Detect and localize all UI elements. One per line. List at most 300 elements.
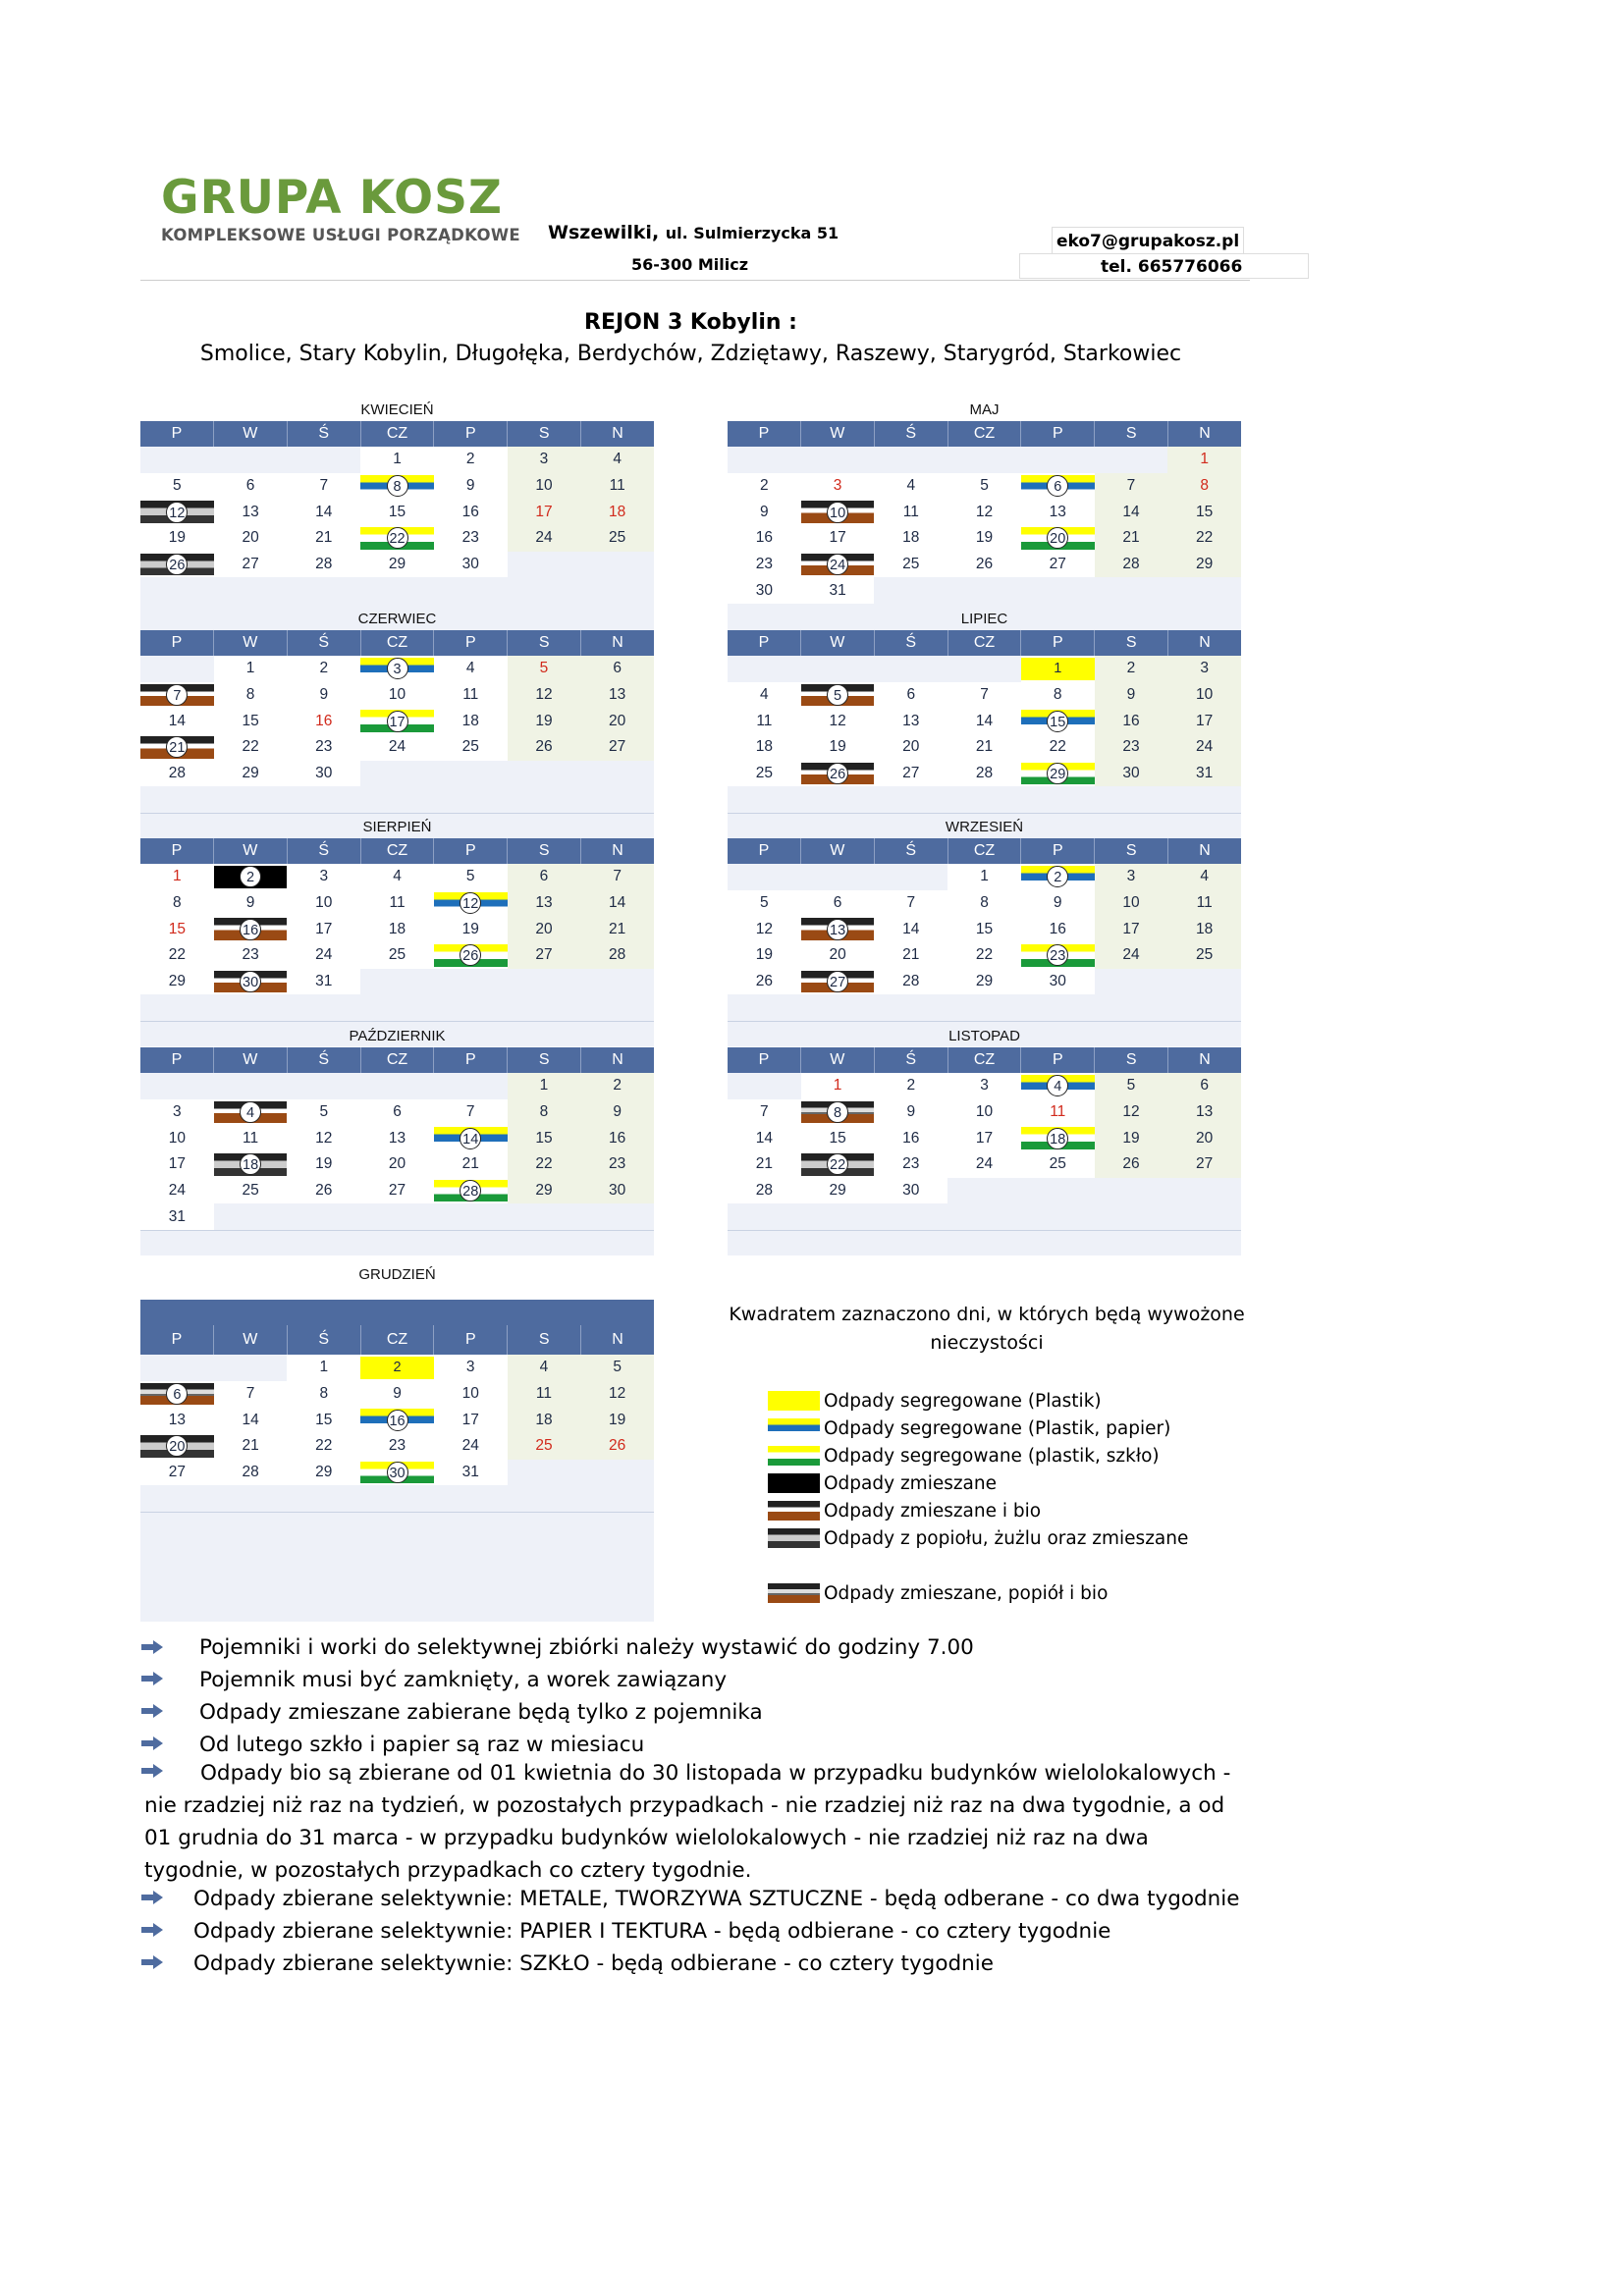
note-text: Odpady zmieszane zabierane będą tylko z pojemnika: [199, 1700, 763, 1725]
day-cell: [214, 656, 288, 682]
legend-note: Kwadratem zaznaczono dni, w których będą wywożone nieczystości: [729, 1304, 1245, 1354]
day-number: 19: [1122, 1129, 1140, 1147]
empty-day-cell: [1095, 969, 1168, 995]
empty-day-cell: [801, 864, 875, 890]
day-number: 13: [388, 1129, 406, 1147]
day-number: 27: [1049, 556, 1066, 573]
week-row: [728, 761, 1241, 787]
day-number: 3: [980, 1077, 989, 1095]
day-cell: [214, 708, 288, 734]
empty-day-cell: [947, 656, 1021, 682]
day-number: 2: [1047, 866, 1068, 887]
weekday-header: [728, 630, 1241, 656]
day-number: 11: [535, 1385, 552, 1403]
day-number: 22: [1049, 738, 1066, 756]
day-cell: [214, 473, 288, 500]
day-cell: [728, 682, 801, 709]
day-cell: [360, 1381, 434, 1408]
day-cell: [728, 499, 801, 525]
day-number: 26: [166, 554, 188, 575]
day-number: 31: [315, 973, 333, 990]
day-number: 9: [319, 686, 329, 704]
empty-day-cell: [1021, 447, 1095, 473]
company-logo: [161, 171, 520, 244]
day-number: 15: [315, 1411, 333, 1428]
day-cell: [434, 682, 508, 709]
day-cell: [434, 1125, 508, 1151]
empty-day-cell: [140, 1355, 214, 1381]
legend-item: [768, 1500, 1041, 1522]
day-cell: [360, 1355, 434, 1381]
day-number: 29: [975, 973, 994, 990]
day-number: 25: [1049, 1155, 1066, 1173]
week-row: [728, 994, 1241, 1021]
day-cell: [1095, 499, 1168, 525]
day-cell: [434, 1460, 508, 1486]
day-number: 4: [240, 1101, 261, 1123]
day-number: 13: [1196, 1103, 1214, 1121]
day-cell: [1167, 1099, 1241, 1126]
empty-day-cell: [360, 994, 434, 1021]
day-cell: [434, 1099, 508, 1126]
day-number: 25: [1196, 946, 1214, 964]
day-cell: [140, 1460, 214, 1486]
weekday-label: N: [612, 1331, 623, 1348]
week-row: [140, 1460, 654, 1486]
day-cell: [360, 1407, 434, 1433]
day-number: 4: [1047, 1075, 1068, 1096]
day-number: 1: [980, 868, 989, 885]
week-row: [728, 1099, 1241, 1126]
day-number: 17: [535, 503, 553, 520]
week-row: [728, 577, 1241, 604]
day-number: 26: [609, 1437, 626, 1455]
empty-day-cell: [728, 786, 801, 813]
week-row: [140, 786, 654, 813]
day-number: 18: [609, 503, 626, 520]
day-cell: [580, 1151, 654, 1178]
day-number: 7: [465, 1103, 475, 1121]
day-cell: [434, 552, 508, 578]
day-cell: [287, 1151, 360, 1178]
empty-day-cell: [1167, 994, 1241, 1021]
week-row: [728, 1203, 1241, 1230]
day-number: 26: [1122, 1155, 1140, 1173]
day-number: 21: [242, 1437, 259, 1455]
day-number: 3: [173, 1103, 182, 1121]
day-cell: [508, 499, 581, 525]
day-number: 26: [975, 556, 994, 573]
day-cell: [140, 525, 214, 552]
day-cell: [947, 708, 1021, 734]
day-cell: [360, 525, 434, 552]
contact-phone[interactable]: tel. 665776066: [1019, 253, 1309, 279]
empty-day-cell: [287, 447, 360, 473]
week-row: [728, 1125, 1241, 1151]
day-number: 19: [829, 738, 846, 756]
empty-day-cell: [287, 1485, 360, 1512]
day-number: 16: [461, 503, 479, 520]
day-cell: [1167, 1125, 1241, 1151]
month-name: MAJ: [969, 401, 1000, 418]
day-number: 6: [1047, 475, 1068, 497]
day-cell: [1021, 525, 1095, 552]
day-cell: [287, 1355, 360, 1381]
weekday-label: P: [140, 421, 214, 447]
day-number: 9: [1053, 894, 1062, 912]
legend-label: Odpady zmieszane: [824, 1472, 998, 1494]
day-cell: [214, 916, 288, 942]
weekday-label: Ś: [288, 421, 361, 447]
empty-day-cell: [360, 577, 434, 604]
day-number: 8: [1053, 686, 1062, 704]
day-number: 5: [465, 868, 475, 885]
weekday-label: CZ: [948, 630, 1022, 656]
day-cell: [874, 1178, 947, 1204]
day-cell: [947, 969, 1021, 995]
day-number: 22: [168, 946, 186, 964]
day-number: 3: [465, 1359, 475, 1376]
week-row: [140, 1073, 654, 1099]
day-cell: [214, 734, 288, 761]
day-cell: [947, 734, 1021, 761]
month-calendar: [140, 1262, 654, 1622]
week-row: [140, 682, 654, 709]
day-cell: [580, 1407, 654, 1433]
weekday-label: N: [612, 842, 623, 859]
day-cell: [214, 864, 288, 890]
week-row: [728, 1151, 1241, 1178]
day-cell: [580, 916, 654, 942]
logo-title: GRUPA KOSZ: [161, 171, 503, 225]
day-cell: [287, 916, 360, 942]
day-number: 3: [1200, 660, 1209, 677]
empty-day-cell: [1021, 786, 1095, 813]
weekday-label: Ś: [875, 1047, 948, 1073]
contact-email[interactable]: eko7@grupakosz.pl: [1052, 227, 1244, 254]
legend-label: Odpady segregowane (plastik, szkło): [824, 1445, 1160, 1467]
day-number: 19: [168, 529, 186, 547]
arrow-right-icon: [140, 1922, 164, 1938]
empty-day-cell: [1167, 1203, 1241, 1230]
weekday-label: P: [434, 838, 508, 864]
weekday-label: S: [508, 838, 581, 864]
day-number: 12: [755, 920, 773, 937]
day-number: 25: [461, 738, 479, 756]
week-row: [728, 525, 1241, 552]
day-cell: [140, 916, 214, 942]
legend-item: [768, 1527, 1188, 1549]
day-cell: [801, 890, 875, 917]
day-cell: [1095, 1151, 1168, 1178]
day-cell: [508, 1381, 581, 1408]
day-number: 9: [245, 894, 255, 912]
weekday-label: N: [612, 1051, 623, 1068]
day-number: 21: [609, 920, 626, 937]
day-number: 14: [315, 503, 333, 520]
empty-day-cell: [1095, 1178, 1168, 1204]
weekday-label: W: [214, 1325, 288, 1355]
weekday-label: S: [1095, 1047, 1168, 1073]
day-number: 20: [535, 920, 553, 937]
empty-day-cell: [140, 447, 214, 473]
legend-swatch: [768, 1418, 820, 1438]
day-number: 7: [319, 477, 329, 495]
month-name: CZERWIEC: [357, 611, 437, 627]
empty-day-cell: [580, 786, 654, 813]
day-cell: [140, 708, 214, 734]
weekday-label: Ś: [875, 838, 948, 864]
day-cell: [1095, 1125, 1168, 1151]
day-number: 2: [393, 1360, 402, 1376]
arrow-right-icon: [140, 1890, 164, 1905]
day-number: 16: [609, 1129, 626, 1147]
day-number: 4: [393, 868, 402, 885]
day-number: 15: [535, 1129, 553, 1147]
empty-day-cell: [214, 1485, 288, 1512]
empty-day-cell: [874, 447, 947, 473]
day-cell: [580, 1073, 654, 1099]
day-cell: [580, 1433, 654, 1460]
weekday-label: W: [801, 1047, 875, 1073]
day-number: 16: [240, 919, 261, 940]
day-cell: [360, 656, 434, 682]
day-number: 29: [1047, 763, 1068, 784]
day-cell: [1167, 656, 1241, 682]
legend-swatch: [768, 1528, 820, 1548]
empty-day-cell: [360, 786, 434, 813]
legend-label: Odpady zmieszane i bio: [824, 1500, 1042, 1522]
month-calendar: [728, 1026, 1241, 1255]
weekday-label: S: [508, 630, 581, 656]
day-number: 15: [388, 503, 406, 520]
day-cell: [728, 577, 801, 604]
day-number: 27: [902, 765, 920, 782]
day-cell: [728, 1125, 801, 1151]
week-row: [140, 969, 654, 995]
empty-day-cell: [801, 994, 875, 1021]
day-number: 24: [535, 529, 553, 547]
day-cell: [434, 525, 508, 552]
day-number: 28: [315, 556, 333, 573]
day-number: 21: [461, 1155, 479, 1173]
day-cell: [1095, 1073, 1168, 1099]
month-name: GRUDZIEŃ: [358, 1266, 436, 1283]
day-number: 27: [168, 1464, 186, 1481]
day-number: 14: [755, 1129, 773, 1147]
day-number: 21: [975, 738, 994, 756]
day-number: 17: [1196, 712, 1214, 729]
day-cell: [947, 1099, 1021, 1126]
day-cell: [801, 525, 875, 552]
weekday-header: [728, 1047, 1241, 1073]
day-number: 29: [1196, 556, 1214, 573]
day-cell: [434, 1381, 508, 1408]
day-cell: [140, 1099, 214, 1126]
day-number: 15: [975, 920, 994, 937]
weekday-label: P: [434, 1047, 508, 1073]
day-number: 3: [387, 658, 408, 679]
day-cell: [874, 916, 947, 942]
empty-day-cell: [874, 994, 947, 1021]
weekday-label: CZ: [361, 1325, 435, 1355]
legend-swatch: [768, 1501, 820, 1521]
day-cell: [874, 969, 947, 995]
week-row: [728, 864, 1241, 890]
weekday-label: CZ: [361, 1047, 435, 1073]
empty-day-cell: [874, 864, 947, 890]
day-cell: [360, 1178, 434, 1204]
week-row: [140, 1125, 654, 1151]
weekday-label: CZ: [361, 421, 435, 447]
day-cell: [1167, 473, 1241, 500]
day-number: 9: [465, 477, 475, 495]
day-number: 22: [975, 946, 994, 964]
empty-day-cell: [214, 1073, 288, 1099]
day-number: 23: [315, 738, 333, 756]
weekday-label: CZ: [948, 838, 1022, 864]
day-number: 24: [388, 738, 406, 756]
weekday-label: Ś: [288, 630, 361, 656]
day-cell: [434, 708, 508, 734]
day-cell: [214, 1151, 288, 1178]
day-cell: [214, 682, 288, 709]
weekday-label: W: [801, 421, 875, 447]
day-cell: [1167, 916, 1241, 942]
day-cell: [1021, 682, 1095, 709]
week-row: [140, 1485, 654, 1512]
week-row: [728, 708, 1241, 734]
day-cell: [214, 969, 288, 995]
day-number: 12: [535, 686, 553, 704]
day-cell: [1095, 916, 1168, 942]
day-cell: [434, 499, 508, 525]
day-number: 14: [460, 1128, 481, 1149]
day-cell: [214, 552, 288, 578]
empty-day-cell: [801, 1203, 875, 1230]
day-number: 15: [1047, 711, 1068, 732]
address-line-1: [548, 222, 839, 243]
weekday-label: P: [140, 1325, 214, 1355]
day-cell: [801, 734, 875, 761]
address-postal: 56-300 Milicz: [631, 255, 749, 274]
day-cell: [434, 1407, 508, 1433]
day-cell: [287, 682, 360, 709]
day-number: 23: [755, 556, 773, 573]
day-cell: [728, 473, 801, 500]
legend-label: Odpady z popiołu, żużlu oraz zmieszane: [824, 1527, 1189, 1549]
week-row: [140, 761, 654, 787]
day-number: 6: [613, 660, 622, 677]
empty-day-cell: [1095, 577, 1168, 604]
day-number: 4: [539, 1359, 549, 1376]
empty-day-cell: [1167, 969, 1241, 995]
day-number: 21: [1122, 529, 1140, 547]
day-number: 23: [242, 946, 259, 964]
day-cell: [801, 682, 875, 709]
weekday-label: N: [1199, 634, 1211, 651]
day-number: 8: [173, 894, 182, 912]
legend-label: Odpady segregowane (Plastik, papier): [824, 1417, 1171, 1439]
empty-day-cell: [508, 1485, 581, 1512]
empty-day-cell: [508, 969, 581, 995]
day-cell: [1095, 761, 1168, 787]
empty-day-cell: [1167, 577, 1241, 604]
empty-day-cell: [1095, 786, 1168, 813]
day-number: 25: [755, 765, 773, 782]
day-number: 18: [388, 920, 406, 937]
empty-day-cell: [801, 786, 875, 813]
day-number: 31: [461, 1464, 479, 1481]
weekday-label: P: [728, 421, 801, 447]
week-row: [728, 1073, 1241, 1099]
day-cell: [140, 864, 214, 890]
empty-day-cell: [287, 786, 360, 813]
arrow-right-icon: [140, 1735, 164, 1751]
day-number: 16: [315, 712, 333, 729]
day-cell: [1095, 682, 1168, 709]
week-row: [728, 1178, 1241, 1204]
day-number: 17: [387, 711, 408, 732]
month-calendar: [728, 817, 1241, 1046]
week-row: [140, 942, 654, 969]
day-number: 5: [539, 660, 549, 677]
day-number: 31: [829, 581, 846, 599]
day-number: 1: [319, 1359, 329, 1376]
week-row: [140, 473, 654, 500]
day-cell: [874, 473, 947, 500]
empty-day-cell: [508, 761, 581, 787]
empty-day-cell: [508, 786, 581, 813]
day-number: 5: [319, 1103, 329, 1121]
day-cell: [728, 916, 801, 942]
weekday-label: P: [1021, 421, 1095, 447]
day-cell: [360, 1460, 434, 1486]
legend-item: [768, 1390, 1102, 1412]
day-cell: [1021, 942, 1095, 969]
day-number: 9: [393, 1385, 402, 1403]
day-cell: [287, 1433, 360, 1460]
week-row: [140, 1151, 654, 1178]
day-number: 25: [388, 946, 406, 964]
day-number: 13: [535, 894, 553, 912]
month-name: KWIECIEŃ: [360, 401, 434, 418]
day-number: 29: [242, 765, 259, 782]
legend-item: [768, 1472, 997, 1494]
day-cell: [1021, 1151, 1095, 1178]
day-number: 13: [168, 1411, 186, 1428]
empty-day-cell: [287, 1203, 360, 1230]
day-cell: [214, 1178, 288, 1204]
day-cell: [1167, 942, 1241, 969]
empty-day-cell: [728, 447, 801, 473]
day-number: 16: [1122, 712, 1140, 729]
empty-day-cell: [508, 577, 581, 604]
day-cell: [1021, 734, 1095, 761]
day-number: 27: [388, 1182, 406, 1200]
legend-item: [768, 1417, 1170, 1439]
day-cell: [728, 1151, 801, 1178]
day-number: 11: [462, 686, 479, 704]
legend-item: [768, 1582, 1108, 1604]
empty-day-cell: [1095, 994, 1168, 1021]
day-number: 12: [829, 712, 846, 729]
empty-day-cell: [947, 1203, 1021, 1230]
day-cell: [508, 1073, 581, 1099]
day-number: 23: [1122, 738, 1140, 756]
day-cell: [360, 864, 434, 890]
day-cell: [1021, 1073, 1095, 1099]
